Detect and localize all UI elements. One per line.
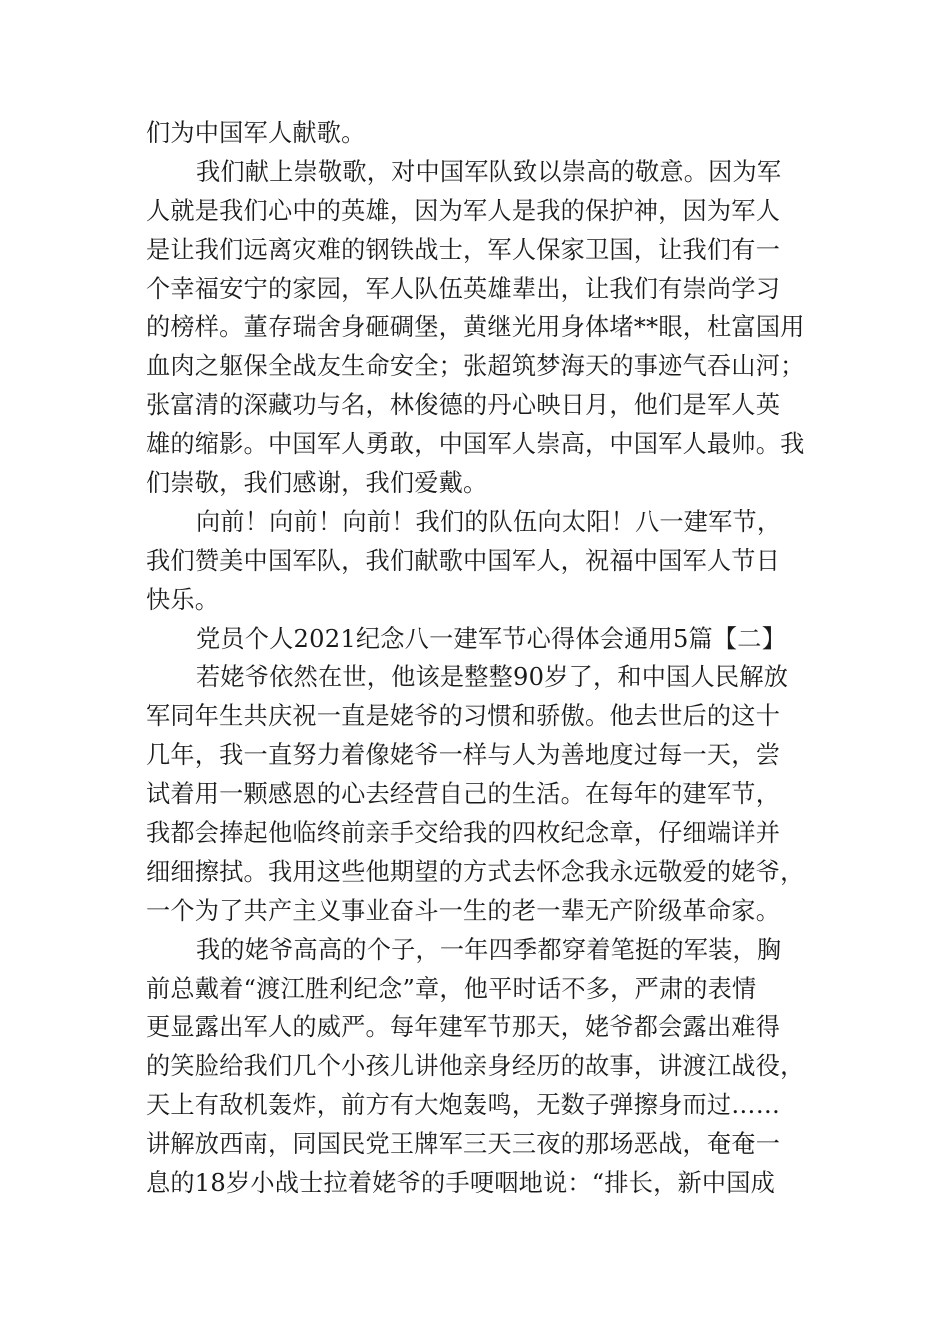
- text-line: 试着用一颗感恩的心去经营自己的生活。在每年的建军节，: [146, 780, 781, 809]
- text-line: 人就是我们心中的英雄，因为军人是我的保护神，因为军人: [146, 196, 781, 225]
- text-line: 息的18岁小战士拉着姥爷的手哽咽地说：“排长，新中国成: [146, 1169, 776, 1198]
- text-line: 我们赞美中国军队，我们献歌中国军人，祝福中国军人节日: [146, 546, 781, 575]
- text-line: 们为中国军人献歌。: [146, 119, 366, 147]
- text-line: 讲解放西南，同国民党王牌军三天三夜的那场恶战，奄奄一: [146, 1130, 781, 1159]
- text-line: 军同年生共庆祝一直是姥爷的习惯和骄傲。他去世后的这十: [146, 702, 781, 731]
- text-line: 细细擦拭。我用这些他期望的方式去怀念我永远敬爱的姥爷，: [146, 857, 805, 886]
- text-line: 的榜样。董存瑞舍身砸碉堡，黄继光用身体堵**眼，杜富国用: [146, 313, 805, 342]
- text-line: 我们献上崇敬歌，对中国军队致以崇高的敬意。因为军: [196, 157, 782, 186]
- text-line: 的笑脸给我们几个小孩儿讲他亲身经历的故事，讲渡江战役，: [146, 1052, 805, 1081]
- text-line: 我的姥爷高高的个子，一年四季都穿着笔挺的军装，胸: [196, 935, 782, 964]
- text-line: 们崇敬，我们感谢，我们爱戴。: [146, 469, 488, 498]
- text-line: 快乐。: [146, 585, 220, 614]
- text-line: 向前！向前！向前！我们的队伍向太阳！八一建军节，: [196, 507, 782, 536]
- text-line: 是让我们远离灾难的钢铁战士，军人保家卫国，让我们有一: [146, 235, 781, 264]
- text-line: 前总戴着“渡江胜利纪念”章，他平时话不多，严肃的表情: [146, 974, 757, 1003]
- text-line: 张富清的深藏功与名，林俊德的丹心映日月，他们是军人英: [146, 391, 781, 420]
- text-line: 一个为了共产主义事业奋斗一生的老一辈无产阶级革命家。: [146, 896, 781, 925]
- text-line: 更显露出军人的威严。每年建军节那天，姥爷都会露出难得: [146, 1013, 781, 1042]
- text-line: 若姥爷依然在世，他该是整整90岁了，和中国人民解放: [196, 663, 789, 692]
- text-line: 血肉之躯保全战友生命安全；张超筑梦海天的事迹气吞山河；: [146, 352, 805, 381]
- text-line: 几年，我一直努力着像姥爷一样与人为善地度过每一天，尝: [146, 741, 781, 770]
- text-line: 个幸福安宁的家园，军人队伍英雄辈出，让我们有崇尚学习: [146, 274, 781, 303]
- text-line: 我都会捧起他临终前亲手交给我的四枚纪念章，仔细端详并: [146, 819, 781, 848]
- body-text: [146, 114, 816, 1203]
- text-line: 天上有敌机轰炸，前方有大炮轰鸣，无数子弹擦身而过……: [146, 1091, 781, 1120]
- text-line: 雄的缩影。中国军人勇敢，中国军人崇高，中国军人最帅。我: [146, 430, 805, 459]
- text-line: 党员个人2021纪念八一建军节心得体会通用5篇【二】: [196, 624, 787, 653]
